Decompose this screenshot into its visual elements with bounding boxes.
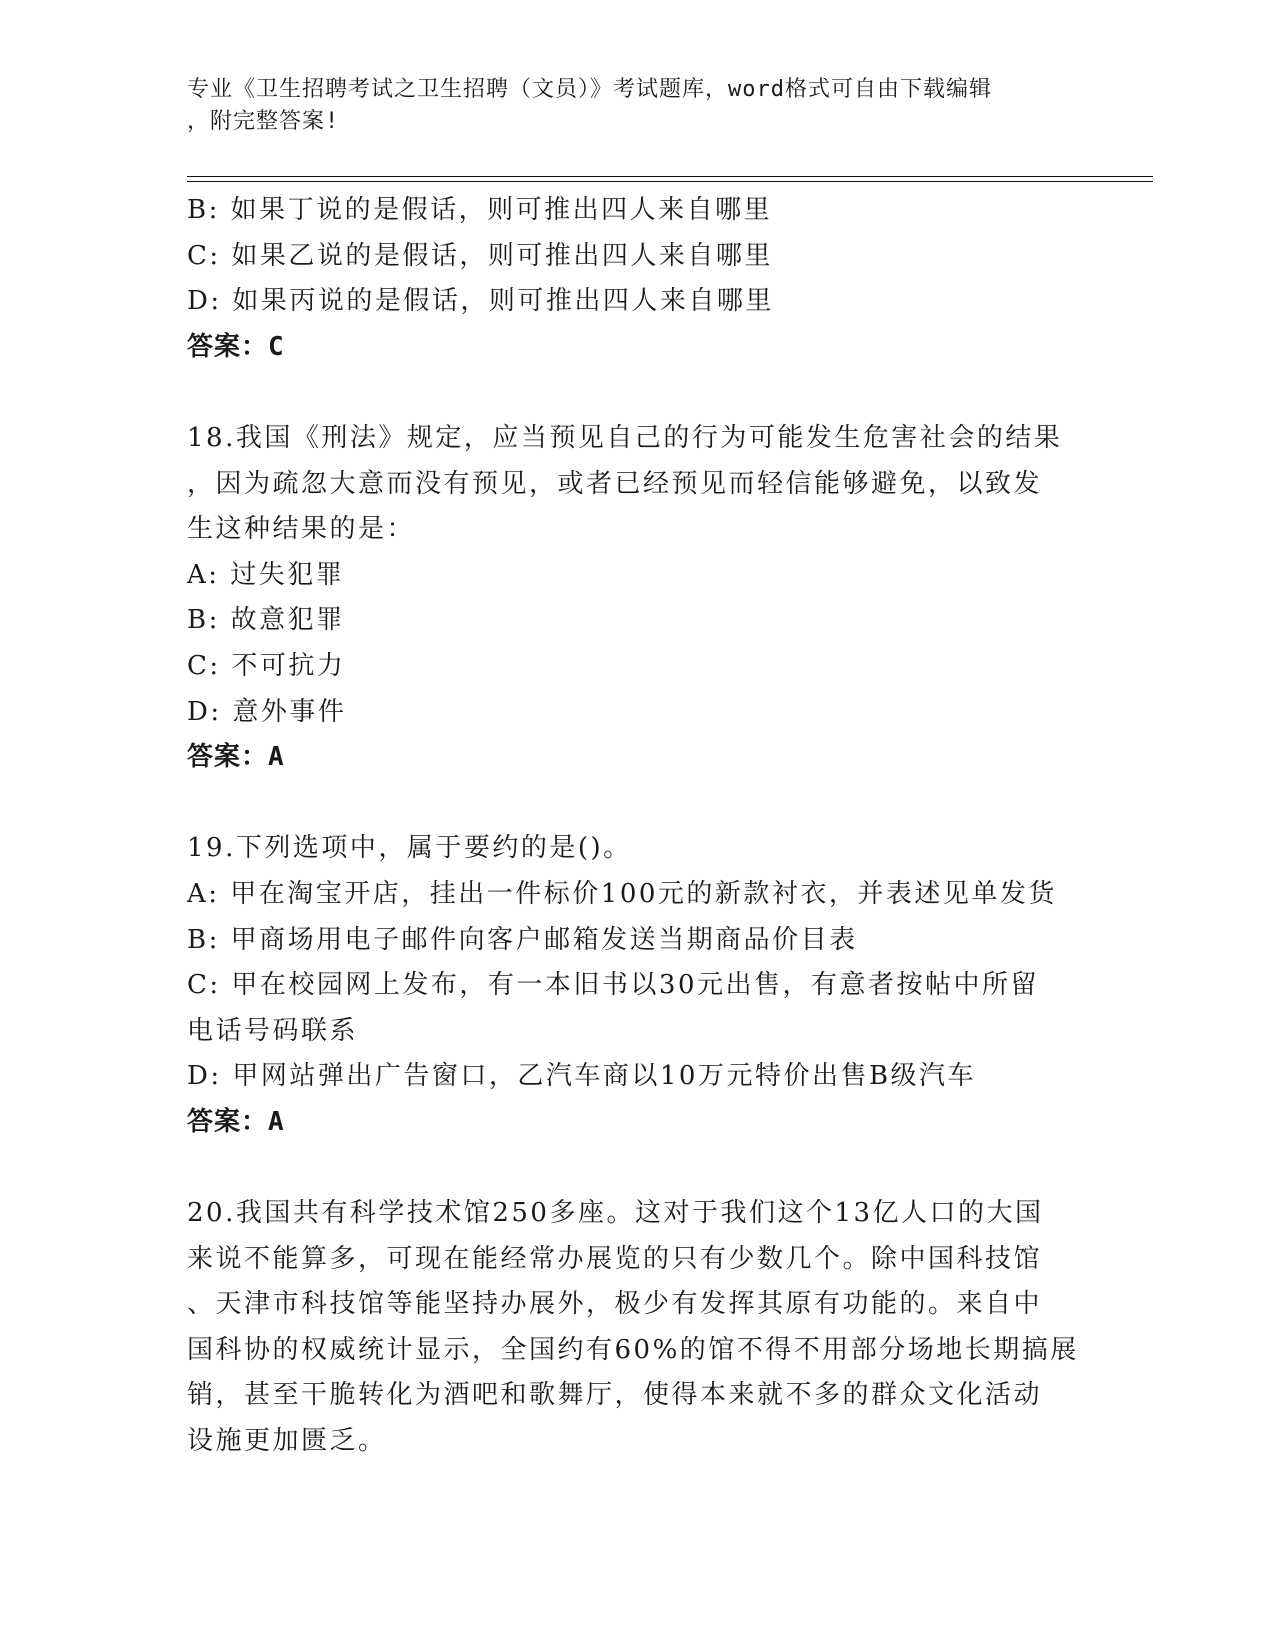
q18-option-a: A: 过失犯罪	[187, 559, 345, 590]
page-header	[187, 74, 1067, 138]
spacer	[187, 781, 1087, 827]
q18-answer: 答案：A	[187, 742, 285, 773]
question-17-tail	[187, 188, 1087, 370]
q17-option-d: D: 如果丙说的是假话，则可推出四人来自哪里	[187, 286, 774, 317]
q20-stem-line-6: 设施更加匮乏。	[187, 1426, 387, 1457]
q20-stem-line-4: 国科协的权威统计显示，全国约有60%的馆不得不用部分场地长期搞展	[187, 1334, 1079, 1365]
question-20	[187, 1191, 1087, 1465]
q19-option-b: B: 甲商场用电子邮件向客户邮箱发送当期商品价目表	[187, 924, 858, 955]
q18-stem-line-1: 18.我国《刑法》规定，应当预见自己的行为可能发生危害社会的结果	[187, 422, 1063, 453]
q17-answer: 答案：C	[187, 331, 285, 362]
header-divider-top	[187, 176, 1153, 177]
spacer	[187, 370, 1087, 416]
q19-option-d: D: 甲网站弹出广告窗口，乙汽车商以10万元特价出售B级汽车	[187, 1061, 977, 1092]
q18-option-b: B: 故意犯罪	[187, 605, 345, 636]
header-line-2: ，附完整答案!	[187, 109, 340, 134]
q19-stem: 19.下列选项中，属于要约的是()。	[187, 833, 632, 864]
question-19	[187, 826, 1087, 1145]
q18-option-c: C: 不可抗力	[187, 650, 346, 681]
q19-answer: 答案：A	[187, 1106, 285, 1137]
spacer	[187, 1145, 1087, 1191]
q19-option-c-line-1: C: 甲在校园网上发布，有一本旧书以30元出售，有意者按帖中所留	[187, 970, 1040, 1001]
header-divider-bottom	[187, 181, 1153, 182]
q18-stem-line-3: 生这种结果的是：	[187, 514, 416, 545]
q19-option-a: A: 甲在淘宝开店，挂出一件标价100元的新款衬衣，并表述见单发货	[187, 878, 1057, 909]
q20-stem-line-2: 来说不能算多，可现在能经常办展览的只有少数几个。除中国科技馆	[187, 1243, 1043, 1274]
header-line-1: 专业《卫生招聘考试之卫生招聘（文员）》考试题库，word格式可自由下载编辑	[187, 77, 992, 102]
question-18	[187, 416, 1087, 781]
q18-stem-line-2: ，因为疏忽大意而没有预见，或者已经预见而轻信能够避免，以致发	[187, 468, 1043, 499]
q17-option-c: C: 如果乙说的是假话，则可推出四人来自哪里	[187, 240, 773, 271]
question-content	[187, 188, 1087, 1465]
q20-stem-line-5: 销，甚至干脆转化为酒吧和歌舞厅，使得本来就不多的群众文化活动	[187, 1380, 1043, 1411]
q19-option-c-line-2: 电话号码联系	[187, 1015, 359, 1046]
q20-stem-line-3: 、天津市科技馆等能坚持办展外，极少有发挥其原有功能的。来自中	[187, 1289, 1043, 1320]
q17-option-b: B: 如果丁说的是假话，则可推出四人来自哪里	[187, 195, 773, 225]
q20-stem-line-1: 20.我国共有科学技术馆250多座。这对于我们这个13亿人口的大国	[187, 1198, 1044, 1229]
q18-option-d: D: 意外事件	[187, 696, 347, 727]
